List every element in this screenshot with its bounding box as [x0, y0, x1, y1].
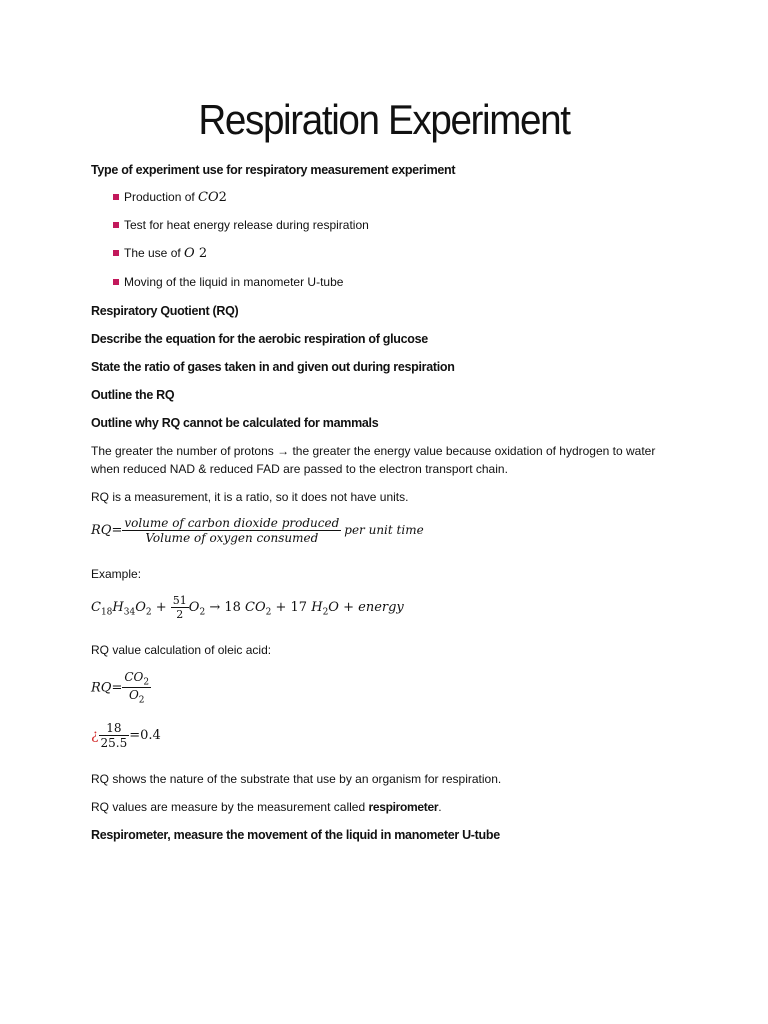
rq-oleic-value: ¿ $\frac{18}{25.5}$ =0.4	[91, 721, 161, 750]
inverted-question-glyph: ¿	[91, 726, 99, 743]
square-bullet-icon	[113, 279, 119, 285]
bullet-item: Production of CO2	[113, 190, 227, 205]
reaction-equation: $C_{18}H_{34}O_2$ + $\frac{51}{2}$ $O_2 \to 18$ $CO_2 + 17$ $H_2O$ + energy	[91, 594, 404, 621]
page-title: Respiration Experiment	[198, 96, 570, 143]
oleic-acid-label: RQ value calculation of oleic acid:	[91, 643, 272, 657]
paragraph-ratio: RQ is a measurement, it is a ratio, so it does not have units.	[91, 490, 409, 504]
paragraph-measure: RQ values are measure by the measurement called respirometer.	[91, 800, 442, 814]
example-label: Example:	[91, 567, 142, 581]
square-bullet-icon	[113, 194, 119, 200]
heading-outline-rq: Outline the RQ	[91, 388, 175, 402]
heading-gas-ratio: State the ratio of gases taken in and given out during respiration	[91, 360, 455, 374]
paragraph-protons: The greater the number of protons → the greater the energy value because oxidation of hydrogen to water when reduced NAD & reduced FAD are passed to the electron transport chain.	[91, 444, 656, 476]
bullet-item: Test for heat energy release during respiration	[113, 218, 369, 232]
heading-experiment-types: Type of experiment use for respiratory measurement experiment	[91, 163, 456, 177]
heading-glucose-equation: Describe the equation for the aerobic respiration of glucose	[91, 332, 428, 346]
rq-formula: RQ= $\frac{\text{volume of carbon dioxide produced}}{\text{Volume of oxygen consumed}}$ per unit time	[91, 516, 424, 545]
heading-mammals: Outline why RQ cannot be calculated for mammals	[91, 416, 379, 430]
square-bullet-icon	[113, 250, 119, 256]
rq-oleic-formula: RQ= $\frac{CO_2}{O_2}$	[91, 670, 150, 706]
bullet-item: The use of O 2	[113, 246, 207, 261]
heading-respirometer: Respirometer, measure the movement of the liquid in manometer U-tube	[91, 828, 500, 842]
square-bullet-icon	[113, 222, 119, 228]
paragraph-nature: RQ shows the nature of the substrate that use by an organism for respiration.	[91, 772, 502, 786]
bullet-item: Moving of the liquid in manometer U-tube	[113, 275, 343, 289]
heading-rq: Respiratory Quotient (RQ)	[91, 304, 239, 318]
